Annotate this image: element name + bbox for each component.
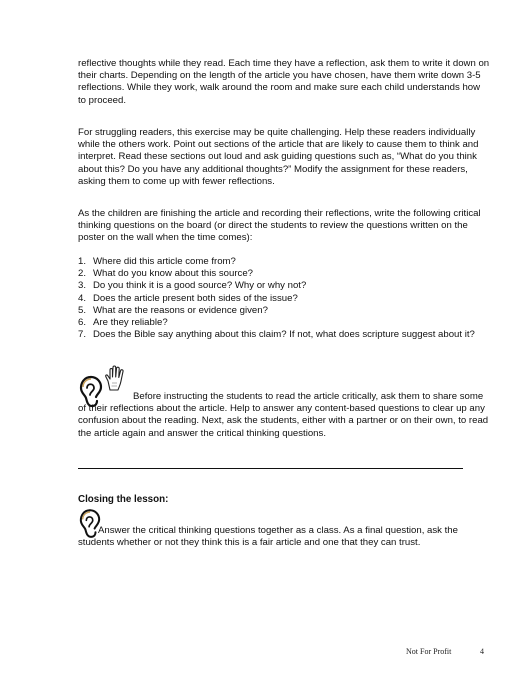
step-text: Before instructing the students to read the article critically, ask them to share some of their reflections about the article. Help to answer any content-based questions to clear up any confusion about the reading. Next, ask the students, either with a partner or on their own, to read the article again and answer the critical thinking questions. bbox=[78, 391, 489, 439]
hand-icon bbox=[103, 364, 131, 392]
page-number: 4 bbox=[480, 647, 484, 656]
closing-heading: Closing the lesson: bbox=[78, 494, 169, 505]
footer-label: Not For Profit bbox=[406, 647, 452, 656]
paragraph-reflections-discussion bbox=[78, 389, 490, 440]
list-item: 1. Where did this article come from? bbox=[78, 256, 236, 267]
list-item: 3. Do you think it is a good source? Why or why not? bbox=[78, 280, 307, 292]
section-divider bbox=[78, 468, 463, 469]
paragraph-closing bbox=[78, 523, 490, 549]
list-item: 7. Does the Bible say anything about this claim? If not, what does scripture suggest about it? bbox=[78, 329, 475, 341]
critical-thinking-questions-list bbox=[78, 256, 490, 341]
paragraph-critical-questions-intro: As the children are finishing the article and recording their reflections, write the following critical thinking questions on the board (or direct the students to review the questions written on the poster on the wall when the time comes): bbox=[78, 208, 481, 244]
closing-text: Answer the critical thinking questions together as a class. As a final question, ask the students whether or not they think this is a fair article and one that they can trust. bbox=[78, 525, 458, 549]
list-item: 2. What do you know about this source? bbox=[78, 268, 253, 280]
list-item: 5. What are the reasons or evidence given? bbox=[78, 304, 268, 316]
list-item: 4. Does the article present both sides of the issue? bbox=[78, 292, 298, 304]
list-item: 6. Are they reliable? bbox=[78, 317, 168, 329]
paragraph-struggling-readers: For struggling readers, this exercise may be quite challenging. Help these readers individually while the others work. Point out sections of the article that are likely to cause them to think and interpret. Read these sections out loud and ask guiding questions such as, “What do you think about this? Do you have any additional thoughts?” Modify the assignment for these readers, asking them to come up with fewer reflections. bbox=[78, 127, 479, 187]
paragraph-reflections: reflective thoughts while they read. Each time they have a reflection, ask them to write it down on their charts. Depending on the length of the article you have chosen, have them write down 3-5 reflections. While they work, walk around the room and make sure each child understands how to proceed. bbox=[78, 58, 490, 106]
